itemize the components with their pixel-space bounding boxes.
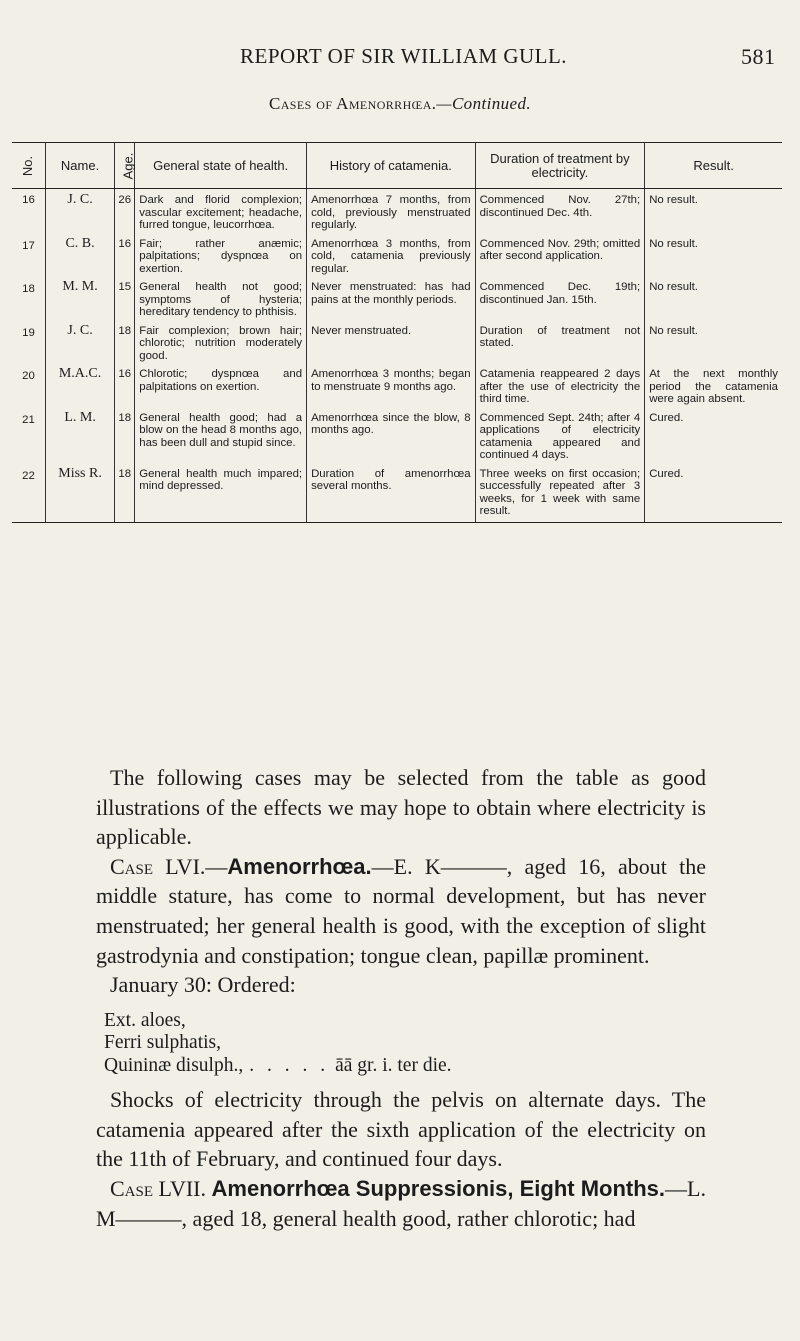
header-duration: Duration of treatment by electricity. — [475, 143, 645, 189]
table-row — [12, 189, 782, 236]
cell-result: No result. — [645, 323, 782, 367]
table-row — [12, 466, 782, 523]
header-general-health: General state of health. — [135, 143, 307, 189]
case-56-body: —E. K———, aged 16, about the middle stature, has come to normal development, but has never menstruated; her general health is good, with the exception of slight gastrodynia and constipation; tongue clean, papillæ prominent. — [96, 853, 707, 968]
table-title — [0, 94, 800, 114]
cell-duration: Commenced Nov. 27th; discontinued Dec. 4th. — [475, 189, 645, 236]
cell-name: L. M. — [45, 410, 114, 466]
cell-age: 26 — [115, 189, 135, 236]
cell-no: 21 — [22, 413, 35, 426]
case-56-label: Case LVI. — [110, 853, 206, 879]
cell-history: Amenorrhœa since the blow, 8 months ago. — [307, 410, 476, 466]
table-row — [12, 366, 782, 410]
cell-no: 17 — [22, 239, 35, 252]
cell-no: 20 — [22, 370, 35, 382]
prescription-drug: Quininæ disulph., — [104, 1054, 244, 1076]
page-number: 581 — [741, 44, 776, 69]
table-title-main: Cases of Amenorrhœa. — [268, 94, 437, 113]
cell-age: 16 — [115, 236, 135, 280]
cell-general-health: General health not good; symptoms of hysteria; hereditary tendency to phthisis. — [135, 279, 307, 323]
cell-age: 18 — [115, 466, 135, 523]
header-result: Result. — [645, 143, 782, 189]
cell-general-health: Fair complexion; brown hair; chlorotic; nutrition moderately good. — [135, 323, 307, 367]
prescription — [104, 1010, 706, 1078]
cell-name: J. C. — [45, 323, 114, 367]
table-row — [12, 410, 782, 466]
ordered-line: January 30: Ordered: — [110, 972, 296, 998]
cell-general-health: General health good; had a blow on the head 8 months ago, has been dull and stupid since. — [135, 410, 307, 466]
body-text — [96, 763, 706, 1233]
cell-duration: Commenced Nov. 29th; omitted after second application. — [475, 236, 645, 280]
header-age: Age. — [115, 143, 135, 189]
running-head-title: REPORT OF SIR WILLIAM GULL. — [240, 44, 568, 68]
cell-duration: Catamenia reappeared 2 days after the use of electricity the third time. — [475, 366, 645, 410]
cell-no: 16 — [22, 194, 35, 206]
case-57-body: —L. M———, aged 18, general health good, rather chlorotic; had — [96, 1176, 706, 1231]
cell-no: 19 — [22, 326, 35, 339]
cell-history: Never menstruated. — [307, 323, 476, 367]
table-row — [12, 323, 782, 367]
cell-name: Miss R. — [45, 466, 114, 523]
cell-history: Amenorrhœa 3 months; began to menstruate 9 months ago. — [307, 366, 476, 410]
cell-duration: Duration of treatment not stated. — [475, 323, 645, 367]
cell-age: 16 — [115, 366, 135, 410]
cell-result: Cured. — [645, 466, 782, 523]
cell-no: 22 — [12, 466, 45, 523]
header-history: History of catamenia. — [307, 143, 476, 189]
table-row — [12, 236, 782, 280]
cell-no: 18 — [22, 283, 35, 295]
prescription-dose: āā gr. i. ter die. — [335, 1054, 452, 1076]
case-56-dash: — — [205, 853, 228, 879]
cell-general-health: Dark and florid complexion; vascular excitement; headache, furred tongue, leucorrhœa. — [135, 189, 307, 236]
cases-table — [12, 142, 782, 523]
cell-result: Cured. — [645, 410, 782, 466]
cell-name: M. M. — [45, 279, 114, 323]
cell-name: C. B. — [45, 236, 114, 280]
cell-age: 18 — [115, 323, 135, 367]
cell-age: 15 — [115, 279, 135, 323]
cell-duration: Commenced Dec. 19th; discontinued Jan. 15th. — [475, 279, 645, 323]
prescription-line: Ferri sulphatis, — [104, 1032, 221, 1054]
cell-age: 18 — [115, 410, 135, 466]
table-header-row — [12, 143, 782, 189]
case-57-label: Case LVII. — [110, 1176, 206, 1202]
cell-name: M.A.C. — [45, 366, 114, 410]
case-56-title: Amenorrhœa. — [227, 853, 372, 879]
case-56-paragraph — [96, 852, 706, 970]
cell-name: J. C. — [45, 189, 114, 236]
cell-history: Amenorrhœa 3 months, from cold, catamenia previously regular. — [307, 236, 476, 280]
treatment-paragraph: Shocks of electricity through the pelvis on alternate days. The catamenia appeared after the sixth application of the electricity on the 11th of February, and continued four days. — [96, 1087, 706, 1172]
cell-history: Duration of amenorrhœa several months. — [307, 466, 476, 523]
cell-general-health: Chlorotic; dyspnœa and palpitations on exertion. — [135, 366, 307, 410]
cell-result: At the next monthly period the catamenia were again absent. — [645, 366, 782, 410]
cell-duration: Commenced Sept. 24th; after 4 applications of electricity catamenia appeared and continued 4 days. — [475, 410, 645, 466]
prescription-line: Ext. aloes, — [104, 1009, 186, 1031]
intro-paragraph: The following cases may be selected from the table as good illustrations of the effects we may hope to obtain where electricity is applicable. — [96, 765, 706, 850]
table-row — [12, 279, 782, 323]
prescription-line — [104, 1055, 706, 1078]
prescription-leader-dots: . . . . . — [249, 1054, 330, 1076]
cell-result: No result. — [645, 236, 782, 280]
cell-result: No result. — [645, 189, 782, 236]
table-title-continued: —Continued. — [436, 94, 532, 113]
cell-history: Never menstruated: has had pains at the monthly periods. — [307, 279, 476, 323]
cell-duration: Three weeks on first occasion; successfully repeated after 3 weeks, for 1 week with same result. — [475, 466, 645, 523]
cell-history: Amenorrhœa 7 months, from cold, previously menstruated regularly. — [307, 189, 476, 236]
header-no: No. — [12, 143, 45, 189]
cell-result: No result. — [645, 279, 782, 323]
case-57-title: Amenorrhœa Suppressionis, Eight Months. — [211, 1176, 666, 1202]
case-57-paragraph — [96, 1174, 706, 1233]
header-name: Name. — [45, 143, 114, 189]
cell-general-health: General health much impared; mind depressed. — [135, 466, 307, 523]
cell-general-health: Fair; rather anæmic; palpitations; dyspnœa on exertion. — [135, 236, 307, 280]
